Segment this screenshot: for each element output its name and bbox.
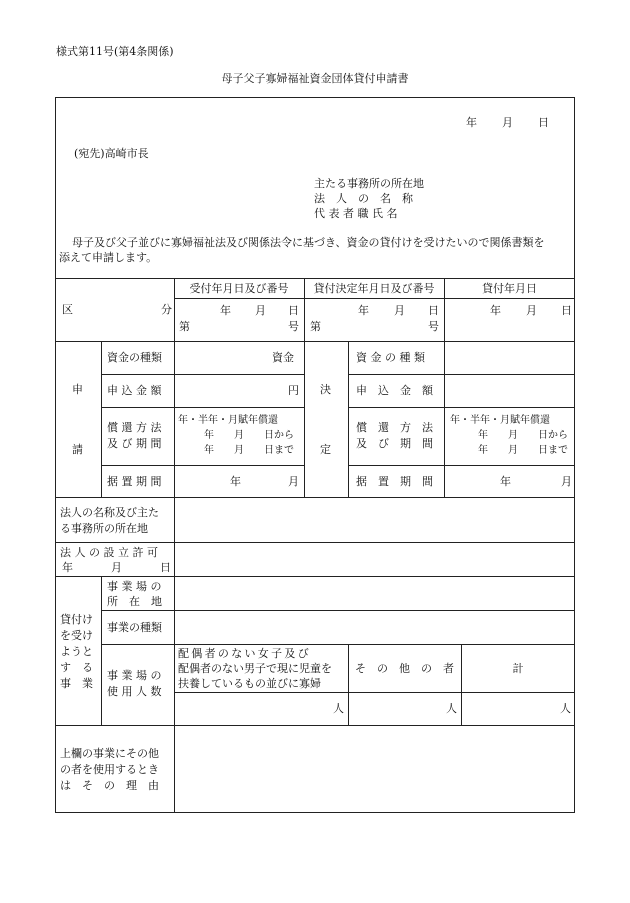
reason-label-1: 上欄の事業にその他	[60, 747, 159, 760]
repay-right-value-2[interactable]: 年 月 日から	[478, 430, 568, 441]
site-label-2: 所 在 地	[107, 595, 162, 608]
defer-label: 据 置 期 間	[107, 475, 162, 488]
decided-year[interactable]: 年	[358, 304, 369, 317]
statement-line-2: 添えて申請します。	[59, 251, 158, 264]
loan-year[interactable]: 年	[490, 304, 501, 317]
staff-label-1: 事 業 場 の	[107, 669, 162, 682]
fund-type-label-right: 資 金 の 種 類	[356, 351, 425, 364]
received-year[interactable]: 年	[220, 304, 231, 317]
decided-dai: 第	[310, 320, 321, 333]
staff-label-2: 使 用 人 数	[107, 685, 162, 698]
project-label-2: を受け	[60, 629, 93, 642]
date-day[interactable]: 日	[538, 116, 549, 129]
date-month[interactable]: 月	[502, 116, 513, 129]
header-decided: 貸付決定年月日及び番号	[313, 282, 435, 295]
kettei-char-1: 決	[320, 383, 331, 396]
repay-value-2[interactable]: 年 月 日から	[204, 430, 294, 441]
form-title: 母子父子寡婦福祉資金団体貸付申請書	[221, 72, 409, 85]
received-day[interactable]: 日	[288, 304, 299, 317]
applicant-name-label: 法 人 の 名 称	[314, 192, 413, 205]
repay-label-2: 及 び 期 間	[107, 437, 162, 450]
loan-day[interactable]: 日	[561, 304, 572, 317]
kubun-label-left: 区	[62, 303, 73, 316]
project-type-label: 事業の種類	[107, 621, 162, 634]
repay-value-1[interactable]: 年・半年・月賦年償還	[178, 415, 278, 426]
fund-type-label: 資金の種類	[107, 351, 162, 364]
statement-line-1: 母子及び父子並びに寡婦福祉法及び関係法令に基づき、資金の貸付けを受けたいので関係書類を	[72, 236, 545, 249]
est-month: 月	[111, 561, 122, 574]
reason-label-3: は そ の 理 由	[60, 779, 159, 792]
est-label-1: 法人の設立許可	[60, 546, 162, 559]
defer-month[interactable]: 月	[288, 475, 299, 488]
amount-label: 申 込 金 額	[107, 384, 162, 397]
addressee: (宛先)高崎市長	[74, 147, 149, 160]
defer-year[interactable]: 年	[230, 475, 241, 488]
applicant-rep-label: 代 表 者 職 氏 名	[314, 207, 398, 220]
project-label-4: す る	[60, 661, 93, 674]
form-number: 様式第11号(第4条関係)	[56, 45, 174, 58]
site-label-1: 事 業 場 の	[107, 580, 162, 593]
project-label-3: ようと	[60, 645, 93, 658]
amount-label-right: 申 込 金 額	[356, 384, 433, 397]
decided-month[interactable]: 月	[394, 304, 405, 317]
loan-month[interactable]: 月	[526, 304, 537, 317]
repay-right-value-3[interactable]: 年 月 日まで	[478, 445, 568, 456]
repay-label-right-1: 償 還 方 法	[356, 421, 433, 434]
staff-col2-unit[interactable]: 人	[446, 702, 457, 715]
applicant-address-label: 主たる事務所の所在地	[314, 177, 424, 190]
received-month[interactable]: 月	[255, 304, 266, 317]
est-day: 日	[160, 561, 171, 574]
kubun-label-right: 分	[161, 303, 172, 316]
date-year[interactable]: 年	[466, 116, 477, 129]
project-label-1: 貸付け	[60, 613, 93, 626]
project-label-5: 事 業	[60, 677, 93, 690]
staff-col1-line1: 配偶者のない女子及び	[178, 647, 311, 660]
defer-right-month[interactable]: 月	[561, 475, 572, 488]
repay-right-value-1[interactable]: 年・半年・月賦年償還	[450, 415, 550, 426]
est-year: 年	[62, 561, 73, 574]
kettei-char-2: 定	[320, 443, 331, 456]
header-received: 受付年月日及び番号	[189, 282, 289, 295]
repay-value-3[interactable]: 年 月 日まで	[204, 445, 294, 456]
defer-label-right: 据 置 期 間	[356, 475, 433, 488]
shinsei-char-1: 申	[72, 383, 83, 396]
corp-name-label-1: 法人の名称及び主た	[60, 506, 159, 519]
staff-col1-line2: 配偶者のない男子で現に児童を	[178, 662, 332, 675]
fund-type-value[interactable]: 資金	[272, 351, 294, 364]
decided-go: 号	[428, 320, 439, 333]
repay-label-right-2: 及 び 期 間	[356, 437, 433, 450]
decided-day[interactable]: 日	[428, 304, 439, 317]
staff-col3-header: 計	[512, 662, 524, 675]
corp-name-label-2: る事務所の所在地	[60, 522, 148, 535]
shinsei-char-2: 請	[72, 443, 83, 456]
received-dai: 第	[179, 320, 190, 333]
amount-unit[interactable]: 円	[288, 384, 299, 397]
defer-right-year[interactable]: 年	[500, 475, 511, 488]
received-go: 号	[288, 320, 299, 333]
staff-col1-line3: 扶養しているもの並びに寡婦	[178, 677, 321, 690]
reason-label-2: の者を使用するとき	[60, 763, 159, 776]
header-loan-date: 貸付年月日	[482, 282, 537, 295]
staff-col3-unit[interactable]: 人	[560, 702, 571, 715]
repay-label-1: 償 還 方 法	[107, 421, 162, 434]
staff-col2-header: そ の 他 の 者	[355, 662, 454, 675]
staff-col1-unit[interactable]: 人	[333, 702, 344, 715]
